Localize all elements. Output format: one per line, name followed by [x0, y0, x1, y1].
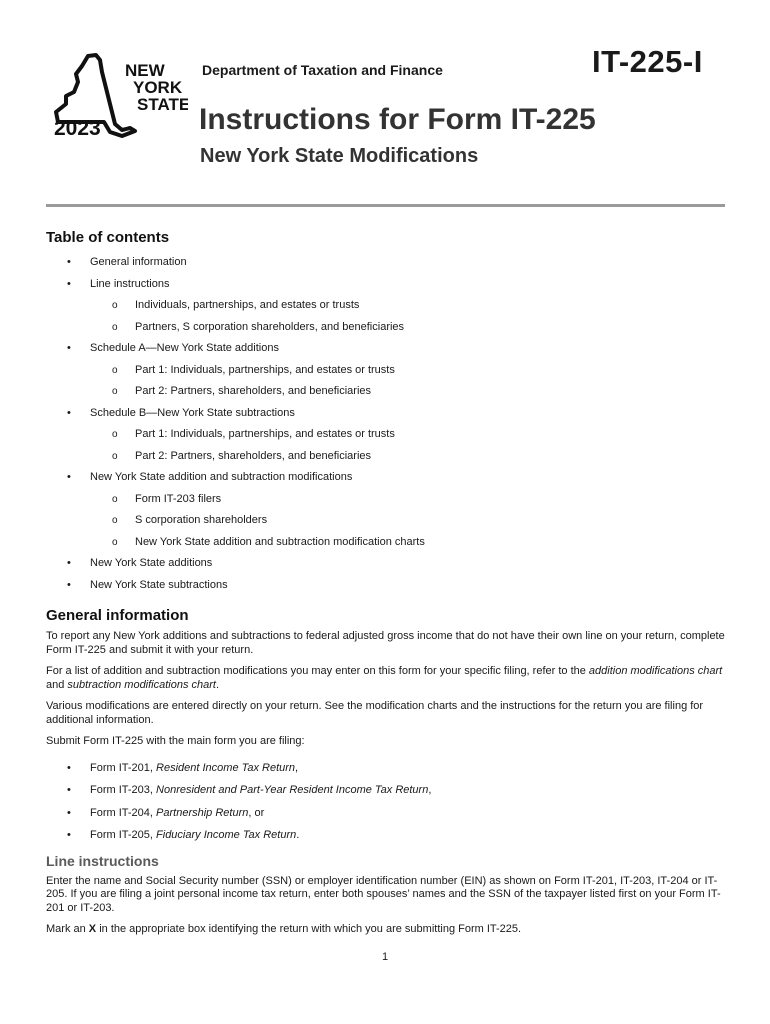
logo-line2: YORK [133, 78, 183, 97]
logo-year: 2023 [54, 117, 101, 138]
toc-sublist [90, 424, 726, 467]
toc-item [46, 553, 726, 575]
line-instructions-p1: Enter the name and Social Security number (SSN) or employer identification number (EIN) as shown on Form IT-201, IT-203, IT-204 or IT-205. If you are filing a joint personal income tax return, enter both spouses’ names and the SSN of the taxpayer listed first on your Form IT-201 or IT-203. [46, 874, 721, 914]
page-title: Instructions for Form IT-225 [199, 103, 596, 136]
toc-item-label: Line instructions [90, 277, 170, 290]
toc-item [46, 274, 726, 339]
toc-heading: Table of contents [46, 229, 170, 246]
toc-item-label: New York State subtractions [90, 578, 228, 591]
general-p4: Submit Form IT-225 with the main form you are filing: [46, 735, 305, 747]
toc-subitem: o Part 1: Individuals, partnerships, and estates or trusts [90, 424, 726, 446]
header-divider [46, 204, 725, 207]
toc-item-label: Schedule A—New York State additions [90, 342, 279, 354]
toc-subitem: o Part 2: Partners, shareholders, and beneficiaries [90, 446, 726, 468]
form-list-item [46, 802, 726, 825]
document-body [46, 229, 726, 945]
page-number: 1 [381, 951, 389, 963]
form-prefix: Form IT-205, [90, 829, 157, 841]
toc-sublist [90, 489, 726, 554]
toc-item [46, 467, 726, 553]
form-list-item [46, 824, 726, 847]
toc-item-label: New York State additions [90, 557, 213, 569]
general-p1: To report any New York additions and subtractions to federal adjusted gross income that do not have their own line on your return, complete Form IT-225 and submit it with your return. [46, 630, 725, 656]
form-name: Partnership Return [156, 806, 249, 819]
line-instructions-p2 [46, 923, 726, 937]
form-name: Resident Income Tax Return [156, 761, 296, 774]
line-p2-text: Mark an [46, 923, 89, 935]
department-name: Department of Taxation and Finance [202, 62, 443, 78]
toc-item [46, 338, 726, 403]
toc-subitem: o Form IT-203 filers [90, 489, 726, 511]
toc-item [46, 252, 726, 274]
toc-item-label: General information [90, 256, 187, 268]
form-list-item [46, 779, 726, 802]
main-forms-list [46, 757, 726, 847]
subtraction-chart-ref: subtraction modifications chart [67, 678, 216, 691]
toc-sublist [90, 360, 726, 403]
form-name: Nonresident and Part-Year Resident Income Tax Return [156, 784, 429, 796]
form-prefix: Form IT-203, [90, 784, 157, 796]
general-p2-text: . [216, 678, 220, 691]
form-suffix: . [296, 829, 300, 841]
mark-x: X [88, 923, 97, 935]
toc-item [46, 403, 726, 468]
logo-line1: NEW [125, 61, 165, 80]
general-information-heading: General information [46, 607, 189, 624]
general-p2-text: For a list of addition and subtraction modifications you may enter on this form for your specific filing, refer to the [46, 665, 589, 677]
toc-item-label: Schedule B—New York State subtractions [90, 406, 295, 419]
nys-logo [52, 52, 188, 138]
toc-subitem: o Individuals, partnerships, and estates or trusts [90, 295, 726, 317]
form-number: IT-225-I [592, 44, 703, 79]
general-p3: Various modifications are entered directly on your return. See the modification charts and the instructions for the return you are filing for additional information. [46, 700, 704, 726]
toc-subitem: o Part 1: Individuals, partnerships, and estates or trusts [90, 360, 726, 382]
form-prefix: Form IT-204, [90, 806, 157, 819]
addition-chart-ref: addition modifications chart [588, 665, 723, 677]
line-p2-text: in the appropriate box identifying the return with which you are submitting Form IT-225. [96, 923, 522, 935]
toc-subitem: o Part 2: Partners, shareholders, and beneficiaries [90, 381, 726, 403]
logo-line3: STATE [137, 95, 188, 114]
form-suffix: , [428, 784, 432, 796]
general-p2-text: and [46, 678, 68, 691]
form-suffix: , [295, 761, 299, 774]
page-subtitle: New York State Modifications [200, 145, 479, 167]
line-instructions-heading: Line instructions [46, 852, 159, 869]
toc-sublist [90, 295, 726, 338]
toc-subitem: o Partners, S corporation shareholders, and beneficiaries [90, 317, 726, 339]
general-p2 [46, 665, 726, 692]
toc-subitem: o New York State addition and subtraction modification charts [90, 532, 726, 554]
form-list-item [46, 757, 726, 780]
toc-item [46, 575, 726, 597]
toc-list [46, 252, 726, 596]
toc-item-label: New York State addition and subtraction modifications [90, 471, 353, 483]
form-suffix: , or [248, 806, 265, 819]
toc-subitem: o S corporation shareholders [90, 510, 726, 532]
form-name: Fiduciary Income Tax Return [156, 829, 297, 841]
form-prefix: Form IT-201, [90, 761, 157, 774]
